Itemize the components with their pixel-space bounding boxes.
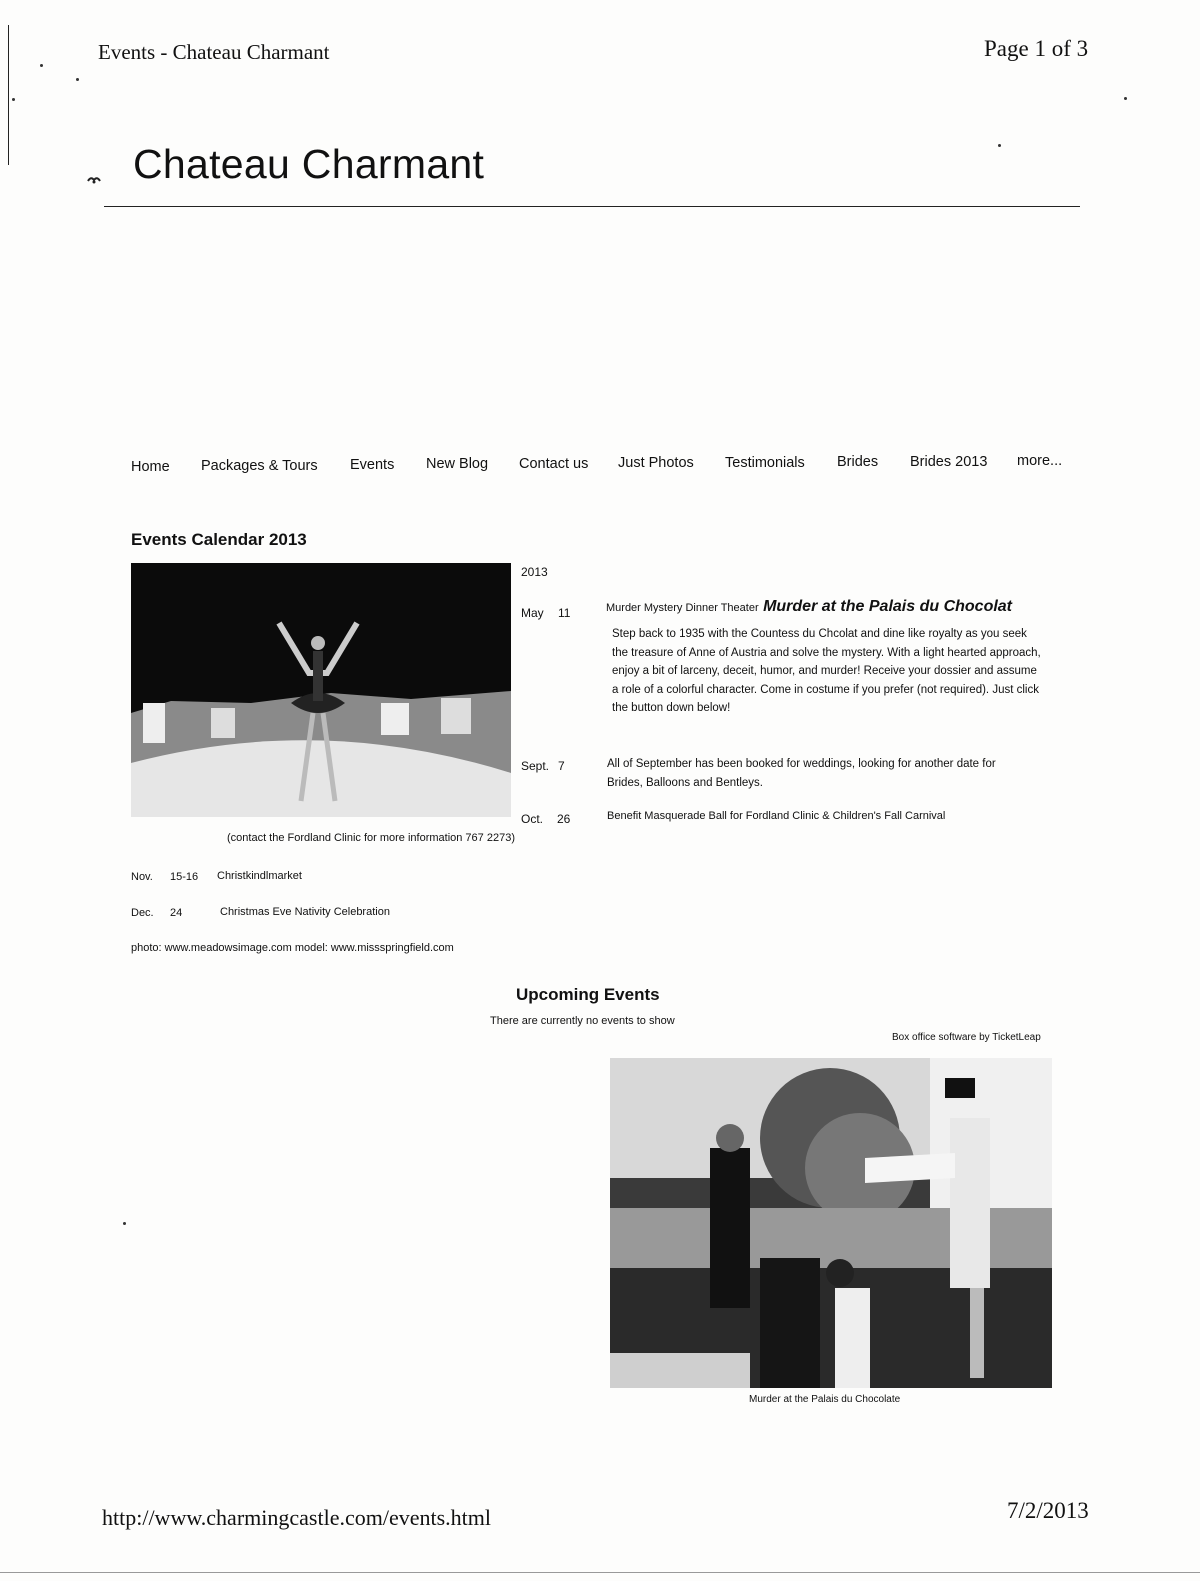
nav-brides-2013[interactable]: Brides 2013 bbox=[910, 454, 988, 470]
nav-events[interactable]: Events bbox=[350, 457, 395, 473]
event-day: 24 bbox=[170, 907, 183, 919]
scan-edge-line bbox=[8, 25, 9, 165]
event-month: Dec. bbox=[131, 907, 154, 919]
nav-new-blog[interactable]: New Blog bbox=[426, 456, 489, 472]
event-note: (contact the Fordland Clinic for more information 767 2273) bbox=[227, 832, 515, 844]
scan-speck bbox=[998, 144, 1001, 147]
nav-packages-tours[interactable]: Packages & Tours bbox=[201, 458, 318, 474]
event-prefix: Murder Mystery Dinner Theater bbox=[606, 602, 759, 614]
photo-caption: Murder at the Palais du Chocolate bbox=[749, 1394, 901, 1405]
event-day: 26 bbox=[557, 812, 571, 826]
event-month: Sept. bbox=[521, 759, 550, 773]
scan-speck bbox=[123, 1222, 126, 1225]
event-day: 7 bbox=[558, 759, 565, 773]
event-text: Benefit Masquerade Ball for Fordland Clinic & Children's Fall Carnival bbox=[607, 810, 946, 822]
print-footer-url: http://www.charmingcastle.com/events.html bbox=[102, 1505, 491, 1530]
ticketleap-link[interactable]: Box office software by TicketLeap bbox=[892, 1032, 1041, 1043]
event-month: Oct. bbox=[521, 812, 544, 826]
dancer-photo bbox=[131, 563, 511, 817]
calendar-year: 2013 bbox=[521, 565, 548, 579]
event-month: May bbox=[521, 606, 544, 620]
scan-speck bbox=[12, 98, 15, 101]
event-description: Step back to 1935 with the Countess du Chcolat and dine like royalty as you seek the treasure of Anne of Austria and solve the mystery. With a light hearted approach, enjoy a bit of larceny, deceit, humor, and murder! Receive your dossier and assume a role of a colorful character. Come in costume if you prefer (not required). Just click the button down below! bbox=[612, 628, 1041, 714]
scan-speck bbox=[40, 64, 43, 67]
nav-just-photos[interactable]: Just Photos bbox=[618, 455, 694, 471]
nav-more[interactable]: more... bbox=[1017, 453, 1063, 469]
scan-speck bbox=[1124, 97, 1127, 100]
event-day: 11 bbox=[558, 606, 571, 620]
print-header-title: Events - Chateau Charmant bbox=[98, 40, 330, 64]
nav-home[interactable]: Home bbox=[131, 459, 170, 475]
event-text: All of September has been booked for weddings, looking for another date for Brides, Balloons and Bentleys. bbox=[607, 758, 996, 789]
title-divider bbox=[104, 206, 1080, 207]
event-text: Christkindlmarket bbox=[217, 870, 302, 882]
site-title: Chateau Charmant bbox=[133, 141, 485, 187]
print-header-page: Page 1 of 3 bbox=[984, 36, 1089, 61]
event-text: Christmas Eve Nativity Celebration bbox=[220, 906, 390, 918]
scan-speck bbox=[76, 78, 79, 81]
event-title: Murder at the Palais du Chocolat bbox=[763, 598, 1013, 615]
print-footer-date: 7/2/2013 bbox=[1007, 1498, 1089, 1523]
event-month: Nov. bbox=[131, 871, 153, 883]
event-day: 15-16 bbox=[170, 871, 199, 883]
nav-contact-us[interactable]: Contact us bbox=[519, 456, 589, 472]
scan-edge-line bbox=[0, 1572, 1200, 1573]
photo-credit: photo: www.meadowsimage.com model: www.missspringfield.com bbox=[131, 942, 454, 954]
event-title-line bbox=[606, 598, 1012, 616]
upcoming-heading: Upcoming Events bbox=[516, 985, 660, 1004]
calendar-heading: Events Calendar 2013 bbox=[131, 530, 307, 549]
nav-testimonials[interactable]: Testimonials bbox=[725, 455, 805, 471]
logo-icon bbox=[86, 172, 102, 190]
event-photo bbox=[610, 1058, 1052, 1388]
nav-brides[interactable]: Brides bbox=[837, 454, 879, 470]
upcoming-empty-text: There are currently no events to show bbox=[490, 1015, 675, 1027]
